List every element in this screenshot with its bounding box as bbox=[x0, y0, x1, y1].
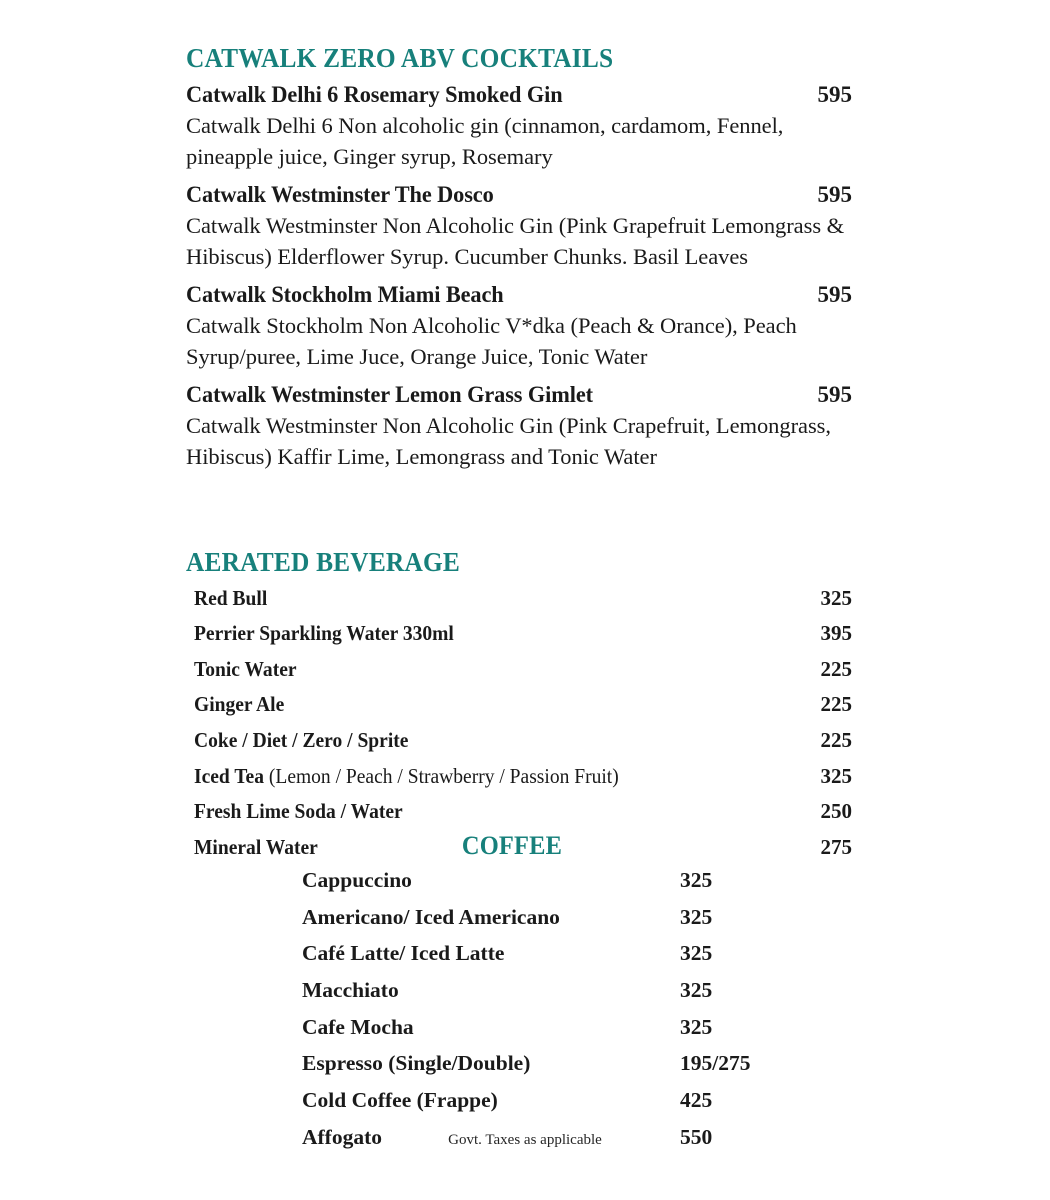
beverage-name bbox=[194, 623, 454, 644]
beverage-row bbox=[194, 616, 852, 652]
coffee-price: 325 bbox=[680, 867, 713, 892]
coffee-row bbox=[302, 1082, 722, 1119]
beverage-name bbox=[194, 585, 268, 610]
beverage-name bbox=[194, 834, 318, 859]
coffee-name: Café Latte/ Iced Latte bbox=[302, 941, 505, 966]
coffee-row bbox=[302, 972, 722, 1009]
coffee-price: 550 bbox=[680, 1124, 713, 1149]
coffee-price: 195/275 bbox=[680, 1051, 751, 1076]
coffee-name: Macchiato bbox=[302, 977, 399, 1002]
section-coffee bbox=[302, 831, 751, 1156]
section-heading-coffee: COFFEE bbox=[461, 831, 563, 860]
coffee-name: Cold Coffee (Frappe) bbox=[302, 1088, 498, 1113]
cocktail-item bbox=[186, 82, 852, 172]
beverage-row bbox=[194, 652, 852, 688]
coffee-name: Cafe Mocha bbox=[302, 1014, 414, 1039]
coffee-row bbox=[302, 1009, 722, 1046]
cocktail-title-row bbox=[186, 382, 852, 409]
beverage-name-main: Red Bull bbox=[194, 585, 268, 610]
coffee-name: Affogato bbox=[302, 1124, 383, 1149]
beverage-name bbox=[194, 694, 284, 715]
cocktail-title-row bbox=[186, 82, 852, 109]
cocktail-price: 595 bbox=[817, 282, 852, 308]
beverage-price: 225 bbox=[820, 692, 852, 717]
coffee-price: 425 bbox=[680, 1088, 713, 1113]
beverage-price: 225 bbox=[820, 728, 852, 753]
beverage-name-main: Ginger Ale bbox=[194, 692, 285, 717]
cocktail-price: 595 bbox=[817, 382, 852, 408]
cocktail-name: Catwalk Westminster Lemon Grass Gimlet bbox=[186, 382, 593, 408]
cocktail-title-row bbox=[186, 182, 852, 209]
section-heading-aerated: AERATED BEVERAGE bbox=[186, 547, 461, 577]
cocktail-description: Catwalk Delhi 6 Non alcoholic gin (cinnamon, cardamom, Fennel, pineapple juice, Ginger syrup, Rosemary bbox=[186, 113, 784, 170]
cocktail-item bbox=[186, 282, 852, 372]
cocktail-title-row bbox=[186, 282, 852, 309]
section-zero-abv-cocktails bbox=[186, 44, 852, 472]
coffee-price: 325 bbox=[680, 977, 713, 1002]
beverage-name-main: Perrier Sparkling Water 330ml bbox=[194, 621, 454, 646]
cocktail-item bbox=[186, 382, 852, 472]
cocktail-name: Catwalk Delhi 6 Rosemary Smoked Gin bbox=[186, 82, 563, 108]
coffee-name: Americano/ Iced Americano bbox=[302, 904, 560, 929]
coffee-row bbox=[302, 899, 722, 936]
beverage-name bbox=[194, 763, 619, 788]
beverage-name bbox=[194, 730, 408, 751]
cocktail-description: Catwalk Stockholm Non Alcoholic V*dka (Peach & Orance), Peach Syrup/puree, Lime Juce, Orange Juice, Tonic Water bbox=[186, 313, 797, 370]
beverage-row bbox=[194, 723, 852, 759]
coffee-price: 325 bbox=[680, 941, 713, 966]
section-aerated-beverage bbox=[186, 548, 852, 865]
beverage-name-main: Mineral Water bbox=[194, 834, 318, 859]
coffee-row bbox=[302, 1046, 751, 1083]
beverage-name-main: Fresh Lime Soda / Water bbox=[194, 799, 403, 824]
coffee-row bbox=[302, 936, 722, 973]
tax-note: Govt. Taxes as applicable bbox=[448, 1132, 602, 1148]
coffee-price: 325 bbox=[680, 1014, 713, 1039]
beverage-price: 395 bbox=[820, 621, 852, 646]
beverage-price: 225 bbox=[820, 656, 852, 681]
section-heading-cocktails: CATWALK ZERO ABV COCKTAILS bbox=[186, 43, 614, 73]
beverage-name-main: Tonic Water bbox=[194, 656, 297, 681]
beverage-price: 325 bbox=[820, 585, 852, 610]
beverage-name bbox=[194, 801, 403, 822]
aerated-item-list bbox=[194, 580, 852, 865]
coffee-item-list bbox=[302, 862, 751, 1156]
cocktail-price: 595 bbox=[817, 82, 852, 108]
cocktail-description: Catwalk Westminster Non Alcoholic Gin (Pink Grapefruit Lemongrass & Hibiscus) Elderflower Syrup. Cucumber Chunks. Basil Leaves bbox=[186, 213, 845, 270]
beverage-row bbox=[194, 758, 852, 794]
beverage-price: 325 bbox=[820, 763, 852, 788]
beverage-row bbox=[194, 794, 852, 830]
coffee-row bbox=[302, 862, 722, 899]
beverage-name-main: Iced Tea bbox=[194, 763, 264, 788]
coffee-name: Cappuccino bbox=[302, 867, 412, 892]
cocktail-name: Catwalk Stockholm Miami Beach bbox=[186, 282, 504, 308]
beverage-name bbox=[194, 656, 297, 681]
cocktail-item-list bbox=[186, 82, 852, 472]
cocktail-price: 595 bbox=[817, 182, 852, 208]
beverage-name-detail: (Lemon / Peach / Strawberry / Passion Fruit) bbox=[268, 763, 619, 788]
beverage-name-main: Coke / Diet / Zero / Sprite bbox=[194, 728, 409, 753]
coffee-name: Espresso (Single/Double) bbox=[302, 1051, 531, 1076]
beverage-price: 250 bbox=[820, 799, 852, 824]
coffee-price: 325 bbox=[680, 904, 713, 929]
cocktail-description: Catwalk Westminster Non Alcoholic Gin (Pink Crapefruit, Lemongrass, Hibiscus) Kaffir Lime, Lemongrass and Tonic Water bbox=[186, 413, 831, 470]
beverage-row bbox=[194, 687, 852, 723]
beverage-row bbox=[194, 580, 852, 616]
cocktail-item bbox=[186, 182, 852, 272]
beverage-price: 275 bbox=[820, 834, 852, 859]
cocktail-name: Catwalk Westminster The Dosco bbox=[186, 182, 494, 208]
